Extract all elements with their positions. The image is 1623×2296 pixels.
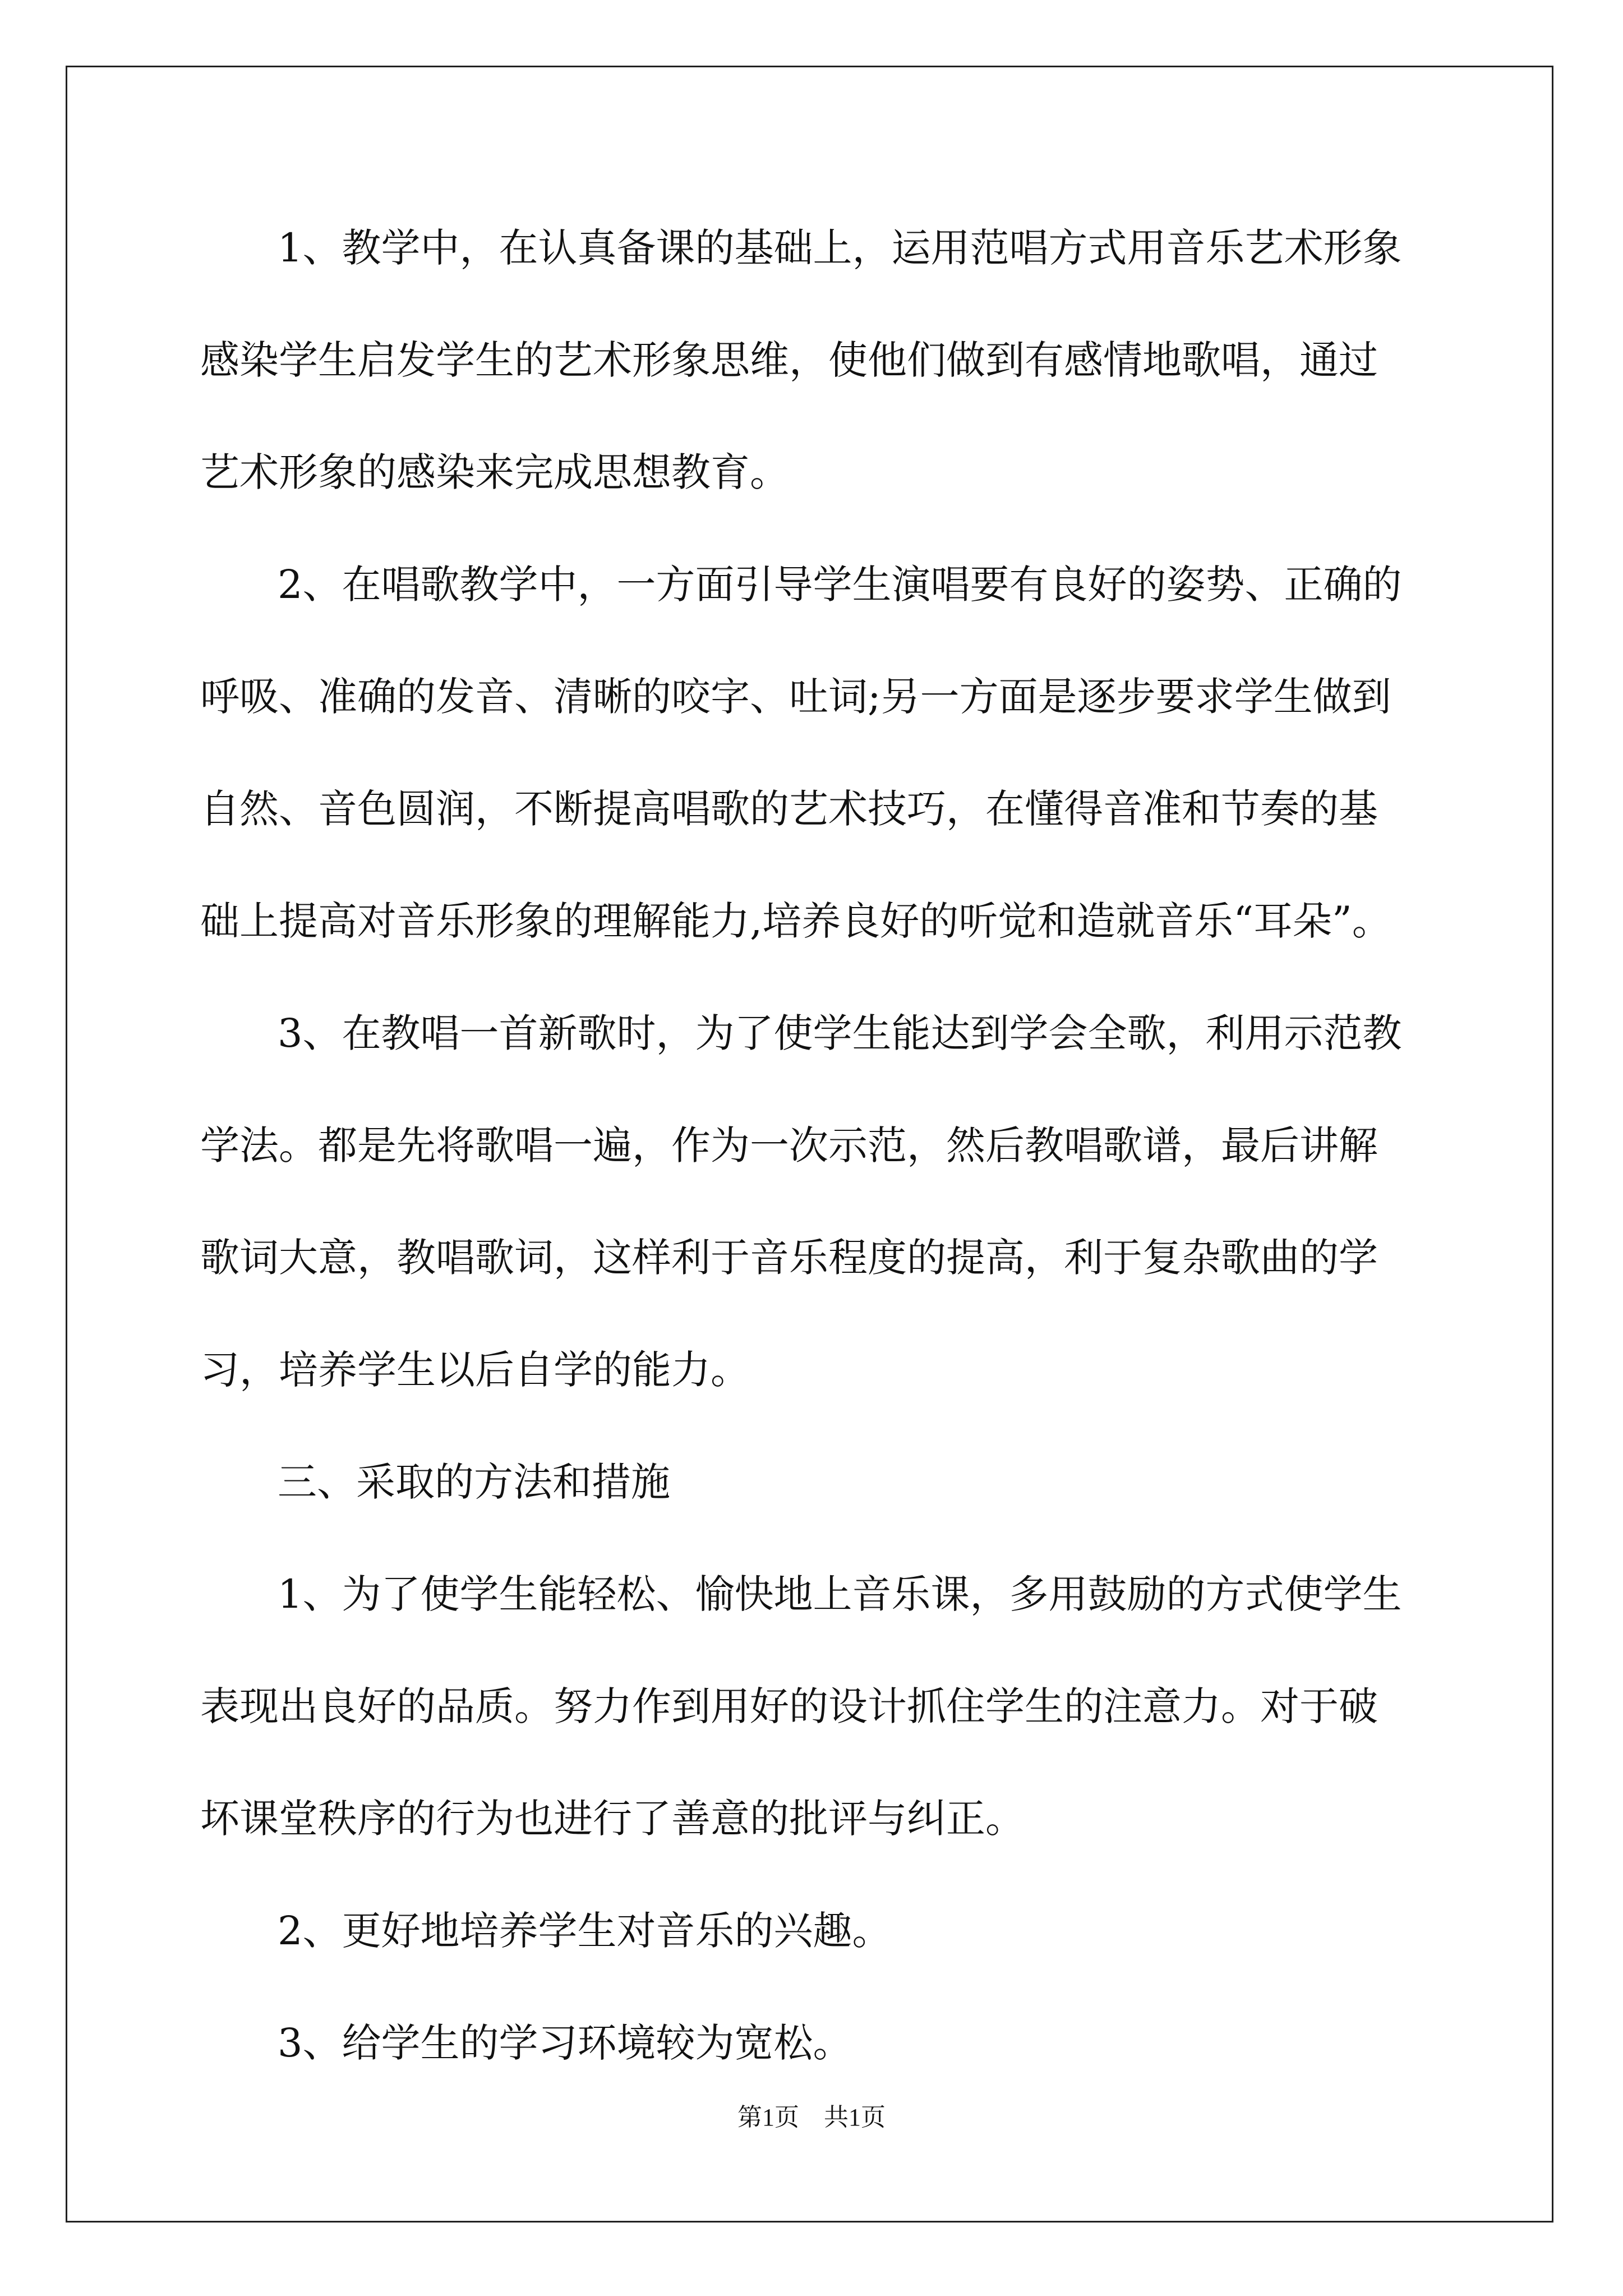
text-line: 2、在唱歌教学中，一方面引导学生演唱要有良好的姿势、正确的 (278, 562, 1402, 608)
text-line: 歌词大意，教唱歌词，这样利于音乐程度的提高，利于复杂歌曲的学 (200, 1235, 1378, 1281)
text-line: 感染学生启发学生的艺术形象思维，使他们做到有感情地歌唱，通过 (200, 337, 1378, 383)
text-line: 础上提高对音乐形象的理解能力,培养良好的听觉和造就音乐“耳朵”。 (200, 898, 1391, 944)
text-line: 3、给学生的学习环境较为宽松。 (278, 2020, 852, 2066)
text-line: 坏课堂秩序的行为也进行了善意的批评与纠正。 (200, 1796, 1025, 1842)
text-line: 呼吸、准确的发音、清晰的咬字、吐词;另一方面是逐步要求学生做到 (200, 674, 1391, 720)
text-line: 习，培养学生以后自学的能力。 (200, 1347, 750, 1393)
page-number: 第1页 共1页 (737, 2104, 886, 2131)
text-line: 艺术形象的感染来完成思想教育。 (200, 449, 789, 495)
text-line: 3、在教唱一首新歌时，为了使学生能达到学会全歌，利用示范教 (278, 1010, 1402, 1056)
text-line: 自然、音色圆润，不断提高唱歌的艺术技巧，在懂得音准和节奏的基 (200, 786, 1378, 832)
section-heading: 三、采取的方法和措施 (278, 1459, 670, 1505)
text-line: 1、教学中，在认真备课的基础上，运用范唱方式用音乐艺术形象 (278, 225, 1402, 271)
text-line: 学法。都是先将歌唱一遍，作为一次示范，然后教唱歌谱，最后讲解 (200, 1122, 1378, 1168)
text-line: 表现出良好的品质。努力作到用好的设计抓住学生的注意力。对于破 (200, 1683, 1378, 1729)
text-line: 1、为了使学生能轻松、愉快地上音乐课，多用鼓励的方式使学生 (278, 1571, 1402, 1617)
text-line: 2、更好地培养学生对音乐的兴趣。 (278, 1908, 892, 1954)
